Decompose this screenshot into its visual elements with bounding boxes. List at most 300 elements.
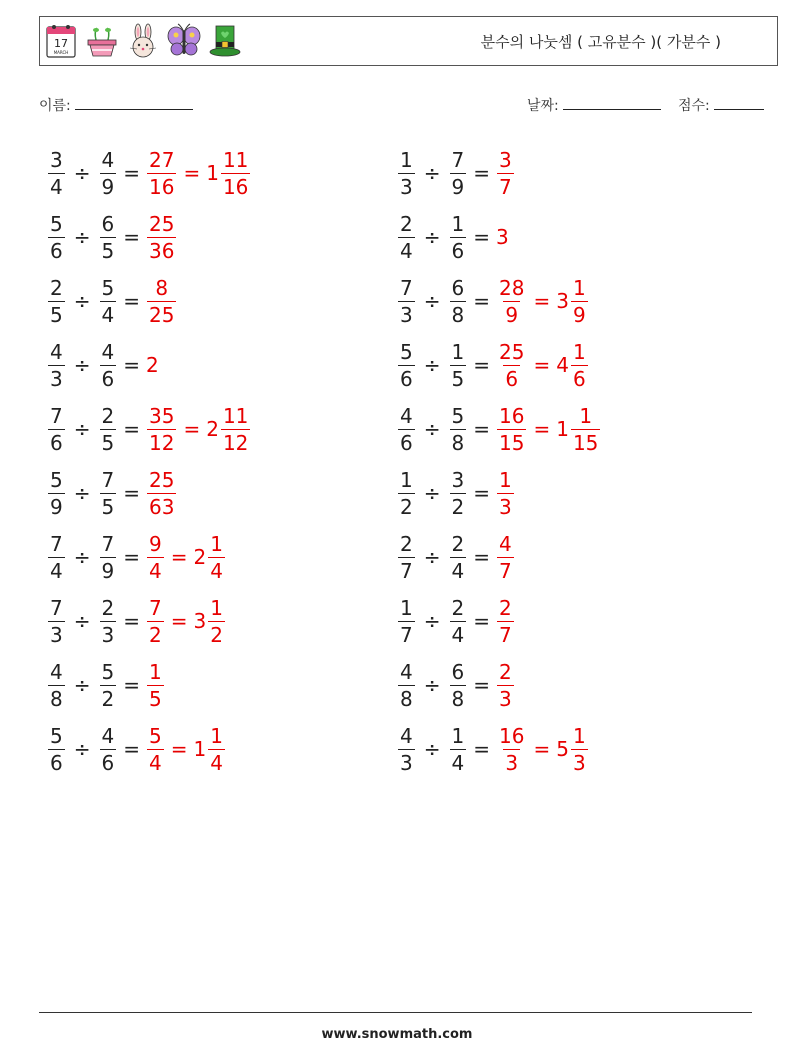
equals-sign: = [473, 161, 490, 185]
dividend-fraction-denominator: 4 [400, 238, 413, 263]
dividend-fraction-numerator: 4 [400, 659, 413, 684]
equals-sign: = [533, 417, 551, 441]
answer-fraction [497, 531, 514, 583]
dividend-fraction [48, 595, 65, 647]
dividend-fraction-denominator: 6 [50, 430, 63, 455]
problem-item [47, 719, 226, 779]
dividend-fraction [48, 211, 65, 263]
divisor-fraction-numerator: 6 [451, 275, 465, 300]
problem-item [47, 527, 226, 587]
answer-fraction-denominator: 6 [505, 366, 519, 391]
divisor-fraction-denominator: 4 [451, 750, 465, 775]
equals-sign: = [473, 545, 490, 569]
divisor-fraction-numerator: 1 [451, 211, 465, 236]
answer-fraction-numerator: 5 [149, 723, 162, 748]
divisor-fraction-numerator: 7 [101, 467, 115, 492]
mixed-fraction-numerator: 1 [579, 403, 593, 428]
dividend-fraction-denominator: 2 [400, 494, 413, 519]
mixed-fraction-denominator: 6 [572, 366, 586, 391]
answer-fraction-numerator: 1 [499, 467, 512, 492]
dividend-fraction-denominator: 6 [400, 430, 413, 455]
dividend-fraction-numerator: 5 [400, 339, 413, 364]
divisor-fraction [450, 723, 467, 775]
divide-sign: ÷ [423, 481, 441, 505]
equals-sign: = [123, 481, 140, 505]
problem-item [47, 207, 177, 267]
dividend-fraction [48, 467, 65, 519]
divide-sign: ÷ [423, 289, 441, 313]
equals-sign: = [170, 737, 188, 761]
mixed-fraction [571, 723, 588, 775]
divisor-fraction [100, 531, 117, 583]
answer-fraction-denominator: 7 [499, 558, 512, 583]
divide-sign: ÷ [73, 353, 91, 377]
divisor-fraction-denominator: 4 [101, 302, 115, 327]
name-field [39, 95, 193, 115]
divisor-fraction-denominator: 9 [451, 174, 465, 199]
answer-fraction-denominator: 63 [149, 494, 175, 519]
divisor-fraction-numerator: 6 [451, 659, 465, 684]
name-label: 이름: [39, 98, 71, 114]
answer-fraction-denominator: 15 [499, 430, 525, 455]
answer-fraction-denominator: 36 [149, 238, 175, 263]
dividend-fraction-denominator: 6 [400, 366, 413, 391]
problem-item [397, 655, 515, 715]
answer-fraction [147, 659, 164, 711]
answer-fraction-numerator: 25 [149, 211, 175, 236]
mixed-fraction-numerator: 1 [572, 275, 586, 300]
butterfly-icon [167, 22, 201, 60]
mixed-fraction [571, 339, 588, 391]
divisor-fraction-denominator: 8 [451, 430, 465, 455]
divisor-fraction-numerator: 1 [451, 339, 465, 364]
divisor-fraction-denominator: 6 [101, 750, 115, 775]
problem-item [397, 271, 589, 331]
divide-sign: ÷ [73, 417, 91, 441]
score-label: 점수: [678, 98, 710, 114]
answer-fraction-denominator: 7 [499, 174, 512, 199]
divisor-fraction-denominator: 9 [101, 558, 115, 583]
problem-item [47, 591, 226, 651]
date-blank[interactable] [563, 95, 661, 110]
problem-item [397, 143, 515, 203]
answer-fraction-numerator: 8 [155, 275, 169, 300]
equals-sign: = [123, 417, 140, 441]
equals-sign: = [170, 609, 188, 633]
equals-sign: = [533, 737, 551, 761]
mixed-whole: 1 [556, 417, 569, 441]
divisor-fraction-numerator: 6 [101, 211, 115, 236]
mixed-fraction [221, 147, 250, 199]
answer-fraction-denominator: 7 [499, 622, 512, 647]
divisor-fraction [100, 403, 117, 455]
answer-fraction [147, 403, 176, 455]
dividend-fraction [398, 275, 415, 327]
mixed-fraction-numerator: 11 [222, 147, 249, 172]
divisor-fraction-numerator: 5 [101, 659, 115, 684]
problem-item [397, 527, 515, 587]
dividend-fraction-denominator: 3 [400, 174, 413, 199]
mixed-fraction-denominator: 15 [572, 430, 599, 455]
divisor-fraction-numerator: 1 [451, 723, 465, 748]
divide-sign: ÷ [423, 545, 441, 569]
problem-item [397, 399, 601, 459]
dividend-fraction [398, 467, 415, 519]
dividend-fraction [398, 147, 415, 199]
answer-fraction-denominator: 3 [499, 494, 512, 519]
answer-fraction-denominator: 9 [505, 302, 519, 327]
answer-fraction [147, 723, 164, 775]
dividend-fraction-denominator: 3 [400, 302, 413, 327]
mixed-whole: 4 [556, 353, 569, 377]
problem-item [47, 271, 177, 331]
dividend-fraction-numerator: 4 [400, 723, 413, 748]
dividend-fraction-numerator: 3 [50, 147, 63, 172]
dividend-fraction [398, 211, 415, 263]
divide-sign: ÷ [423, 417, 441, 441]
answer-fraction [497, 339, 526, 391]
equals-sign: = [473, 609, 490, 633]
divisor-fraction-denominator: 5 [451, 366, 465, 391]
divisor-fraction-denominator: 2 [101, 686, 115, 711]
equals-sign: = [170, 545, 188, 569]
dividend-fraction [398, 723, 415, 775]
mixed-fraction-numerator: 1 [210, 531, 223, 556]
footer-divider [39, 1012, 752, 1013]
answer-whole: 3 [496, 225, 509, 249]
answer-fraction-denominator: 3 [505, 750, 519, 775]
divisor-fraction-denominator: 5 [101, 238, 115, 263]
dividend-fraction-numerator: 1 [400, 467, 413, 492]
answer-fraction-denominator: 16 [149, 174, 175, 199]
dividend-fraction-denominator: 7 [400, 622, 413, 647]
answer-fraction [147, 467, 176, 519]
answer-fraction-denominator: 2 [149, 622, 162, 647]
divisor-fraction-numerator: 2 [451, 595, 465, 620]
date-label: 날짜: [527, 98, 559, 114]
dividend-fraction [398, 595, 415, 647]
divide-sign: ÷ [423, 225, 441, 249]
answer-fraction [497, 659, 514, 711]
dividend-fraction-denominator: 7 [400, 558, 413, 583]
dividend-fraction [398, 339, 415, 391]
divide-sign: ÷ [423, 161, 441, 185]
divisor-fraction [450, 659, 467, 711]
divide-sign: ÷ [423, 737, 441, 761]
score-field [678, 95, 764, 115]
dividend-fraction-denominator: 9 [50, 494, 63, 519]
divisor-fraction [450, 275, 467, 327]
mixed-whole: 3 [193, 609, 207, 633]
answer-fraction-denominator: 12 [149, 430, 175, 455]
equals-sign: = [533, 289, 551, 313]
divisor-fraction-denominator: 6 [451, 238, 465, 263]
divisor-fraction-denominator: 4 [451, 622, 465, 647]
problem-item [47, 335, 159, 395]
divisor-fraction-denominator: 8 [451, 686, 465, 711]
answer-fraction-numerator: 35 [149, 403, 175, 428]
equals-sign: = [123, 545, 140, 569]
equals-sign: = [123, 289, 140, 313]
equals-sign: = [473, 737, 490, 761]
dividend-fraction-denominator: 6 [50, 750, 63, 775]
dividend-fraction-numerator: 2 [400, 531, 413, 556]
divisor-fraction-denominator: 8 [451, 302, 465, 327]
problem-item [397, 719, 589, 779]
divisor-fraction-numerator: 2 [451, 531, 465, 556]
dividend-fraction-numerator: 1 [400, 147, 413, 172]
equals-sign: = [473, 417, 490, 441]
problem-item [47, 655, 165, 715]
problem-item [397, 463, 515, 523]
divisor-fraction [450, 595, 467, 647]
divisor-fraction [450, 339, 467, 391]
divide-sign: ÷ [73, 609, 91, 633]
mixed-fraction [208, 531, 225, 583]
mixed-fraction-denominator: 2 [210, 622, 223, 647]
mixed-fraction [208, 595, 225, 647]
dividend-fraction-numerator: 5 [50, 723, 63, 748]
dividend-fraction-denominator: 4 [50, 558, 63, 583]
dividend-fraction-numerator: 7 [400, 275, 413, 300]
answer-fraction-numerator: 7 [149, 595, 162, 620]
dividend-fraction [48, 147, 65, 199]
answer-fraction-numerator: 25 [499, 339, 525, 364]
answer-fraction-denominator: 4 [149, 750, 162, 775]
mixed-whole: 2 [193, 545, 207, 569]
mixed-fraction-denominator: 4 [210, 750, 223, 775]
problem-item [47, 399, 251, 459]
mixed-fraction-numerator: 1 [572, 723, 586, 748]
answer-fraction-numerator: 16 [499, 723, 525, 748]
mixed-whole: 3 [556, 289, 569, 313]
mixed-fraction-numerator: 1 [210, 723, 223, 748]
dividend-fraction [398, 531, 415, 583]
divisor-fraction [100, 723, 117, 775]
answer-fraction [497, 723, 526, 775]
answer-fraction [147, 275, 176, 327]
dividend-fraction-numerator: 7 [50, 403, 63, 428]
answer-fraction [497, 275, 526, 327]
divisor-fraction-denominator: 2 [451, 494, 465, 519]
dividend-fraction [48, 723, 65, 775]
equals-sign: = [123, 609, 140, 633]
divisor-fraction-denominator: 3 [101, 622, 115, 647]
answer-fraction [147, 531, 164, 583]
answer-fraction-numerator: 1 [149, 659, 162, 684]
answer-fraction-numerator: 2 [499, 659, 512, 684]
answer-fraction [147, 147, 176, 199]
dividend-fraction-numerator: 5 [50, 467, 63, 492]
answer-fraction [497, 403, 526, 455]
calendar-month: MARCH [53, 50, 69, 55]
answer-fraction-numerator: 2 [499, 595, 512, 620]
equals-sign: = [473, 353, 490, 377]
mixed-fraction-numerator: 1 [572, 339, 586, 364]
problem-item [47, 143, 251, 203]
divisor-fraction-numerator: 7 [101, 531, 115, 556]
divisor-fraction [450, 147, 467, 199]
divisor-fraction-numerator: 4 [101, 723, 115, 748]
divide-sign: ÷ [73, 545, 91, 569]
divisor-fraction-denominator: 5 [101, 430, 115, 455]
bunny-icon [126, 22, 160, 60]
calendar-icon [44, 22, 78, 60]
mixed-fraction-denominator: 3 [572, 750, 586, 775]
divisor-fraction [100, 339, 117, 391]
answer-fraction-denominator: 3 [499, 686, 512, 711]
divide-sign: ÷ [73, 289, 91, 313]
equals-sign: = [533, 353, 551, 377]
dividend-fraction-denominator: 6 [50, 238, 63, 263]
dividend-fraction-denominator: 8 [50, 686, 63, 711]
divisor-fraction-numerator: 4 [101, 339, 115, 364]
divisor-fraction [450, 467, 467, 519]
divide-sign: ÷ [423, 609, 441, 633]
answer-fraction-numerator: 3 [499, 147, 512, 172]
mixed-fraction [208, 723, 225, 775]
answer-fraction [147, 595, 164, 647]
mixed-fraction-numerator: 1 [210, 595, 223, 620]
divisor-fraction-denominator: 5 [101, 494, 115, 519]
dividend-fraction [398, 403, 415, 455]
equals-sign: = [473, 673, 490, 697]
divisor-fraction-denominator: 4 [451, 558, 465, 583]
mixed-fraction-denominator: 4 [210, 558, 223, 583]
dividend-fraction-denominator: 3 [50, 622, 63, 647]
divide-sign: ÷ [423, 673, 441, 697]
mixed-fraction [221, 403, 250, 455]
dividend-fraction [398, 659, 415, 711]
divide-sign: ÷ [73, 161, 91, 185]
mixed-fraction-denominator: 12 [222, 430, 249, 455]
equals-sign: = [123, 161, 140, 185]
dividend-fraction-numerator: 7 [50, 531, 63, 556]
dividend-fraction-numerator: 1 [400, 595, 413, 620]
dividend-fraction [48, 659, 65, 711]
date-field [527, 95, 661, 115]
divisor-fraction-numerator: 5 [101, 275, 115, 300]
divisor-fraction [450, 531, 467, 583]
answer-fraction [147, 211, 176, 263]
dividend-fraction-numerator: 2 [50, 275, 63, 300]
answer-fraction [497, 467, 514, 519]
answer-fraction [497, 147, 514, 199]
divide-sign: ÷ [73, 673, 91, 697]
dividend-fraction-numerator: 4 [50, 659, 63, 684]
divisor-fraction-numerator: 4 [101, 147, 115, 172]
dividend-fraction-denominator: 8 [400, 686, 413, 711]
equals-sign: = [473, 225, 490, 249]
divisor-fraction [100, 595, 117, 647]
mixed-whole: 2 [206, 417, 219, 441]
leprechaun-hat-icon [208, 22, 242, 60]
mixed-fraction-denominator: 16 [222, 174, 249, 199]
answer-fraction-numerator: 16 [499, 403, 525, 428]
answer-fraction-numerator: 9 [149, 531, 162, 556]
divisor-fraction [450, 403, 467, 455]
divide-sign: ÷ [73, 481, 91, 505]
dividend-fraction [48, 403, 65, 455]
answer-fraction-denominator: 25 [149, 302, 175, 327]
worksheet-title: 분수의 나눗셈 ( 고유분수 )( 가분수 ) [480, 33, 721, 51]
divisor-fraction-numerator: 2 [101, 403, 115, 428]
divide-sign: ÷ [73, 737, 91, 761]
equals-sign: = [473, 481, 490, 505]
answer-fraction-denominator: 5 [149, 686, 162, 711]
divisor-fraction [100, 211, 117, 263]
divisor-fraction [100, 275, 117, 327]
divisor-fraction [100, 147, 117, 199]
equals-sign: = [123, 737, 140, 761]
mixed-whole: 1 [193, 737, 207, 761]
dividend-fraction-numerator: 4 [50, 339, 63, 364]
equals-sign: = [183, 161, 201, 185]
answer-fraction [497, 595, 514, 647]
answer-fraction-numerator: 4 [499, 531, 512, 556]
sprout-pot-icon [85, 22, 119, 60]
divisor-fraction-denominator: 6 [101, 366, 115, 391]
mixed-fraction-denominator: 9 [572, 302, 586, 327]
problem-item [397, 207, 509, 267]
dividend-fraction-denominator: 3 [50, 366, 63, 391]
answer-fraction-numerator: 25 [149, 467, 175, 492]
dividend-fraction [48, 531, 65, 583]
divisor-fraction [100, 467, 117, 519]
divisor-fraction-denominator: 9 [101, 174, 115, 199]
dividend-fraction [48, 339, 65, 391]
dividend-fraction-numerator: 5 [50, 211, 63, 236]
answer-fraction-numerator: 27 [149, 147, 175, 172]
divide-sign: ÷ [423, 353, 441, 377]
dividend-fraction-denominator: 3 [400, 750, 413, 775]
dividend-fraction [48, 275, 65, 327]
name-blank[interactable] [75, 95, 193, 110]
problem-item [397, 591, 515, 651]
dividend-fraction-numerator: 4 [400, 403, 413, 428]
equals-sign: = [123, 673, 140, 697]
divisor-fraction [450, 211, 467, 263]
mixed-fraction-numerator: 11 [222, 403, 249, 428]
divisor-fraction-numerator: 5 [451, 403, 465, 428]
divisor-fraction-numerator: 2 [101, 595, 115, 620]
calendar-day: 17 [54, 37, 68, 50]
header-icons [44, 22, 242, 62]
mixed-fraction [571, 275, 588, 327]
equals-sign: = [473, 289, 490, 313]
mixed-fraction [571, 403, 600, 455]
dividend-fraction-denominator: 4 [50, 174, 63, 199]
divisor-fraction [100, 659, 117, 711]
mixed-whole: 1 [206, 161, 219, 185]
equals-sign: = [123, 353, 140, 377]
divisor-fraction-numerator: 3 [451, 467, 465, 492]
footer-url: www.snowmath.com [321, 1027, 473, 1042]
answer-fraction-numerator: 28 [499, 275, 525, 300]
answer-whole: 2 [146, 353, 159, 377]
worksheet-header [39, 16, 778, 66]
equals-sign: = [123, 225, 140, 249]
problem-item [397, 335, 589, 395]
score-blank[interactable] [714, 95, 764, 110]
equals-sign: = [183, 417, 201, 441]
dividend-fraction-numerator: 7 [50, 595, 63, 620]
divisor-fraction-numerator: 7 [451, 147, 465, 172]
dividend-fraction-denominator: 5 [50, 302, 63, 327]
problem-item [47, 463, 177, 523]
divide-sign: ÷ [73, 225, 91, 249]
answer-fraction-denominator: 4 [149, 558, 162, 583]
